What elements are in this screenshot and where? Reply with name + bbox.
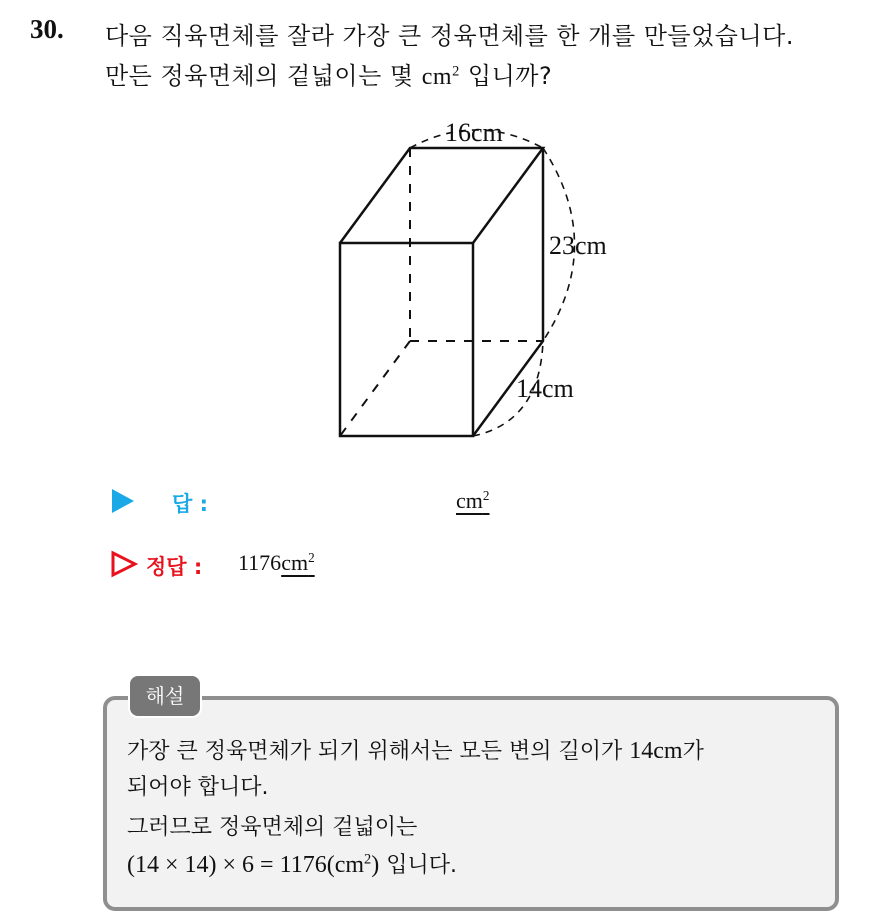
explanation-line3: 그러므로 정육면체의 겉넓이는	[127, 815, 418, 840]
explanation-tag: 해설	[128, 674, 202, 718]
cuboid-front-face	[340, 243, 473, 436]
question-text-line1: 다음 직육면체를 잘라 가장 큰 정육면체를 한 개를 만들었습니다.	[105, 22, 794, 50]
hidden-edge-depth	[340, 341, 410, 436]
explanation-formula: $(14 \times 14) \times 6 = 1176(cm^2)$	[127, 851, 380, 878]
play-triangle-icon	[112, 489, 134, 513]
correct-answer-label: 정답 :	[146, 555, 203, 579]
question-number: 30.	[30, 14, 64, 44]
label-depth: 14cm	[516, 374, 574, 403]
answer-label: 답 :	[172, 492, 208, 516]
question-line2-pre: 만든 정육면체의 겉넓이는 몇	[105, 62, 414, 90]
label-width: 16cm	[445, 118, 503, 147]
explanation-line1: 가장 큰 정육면체가 되기 위해서는 모든 변의 길이가 14cm가	[127, 738, 704, 764]
answer-blank-unit: $cm^2$	[456, 488, 490, 513]
cuboid-top-face	[340, 148, 543, 243]
outline-triangle-icon	[110, 550, 138, 578]
question-unit: $cm^2$	[421, 63, 460, 90]
explanation-side-length: 14cm	[629, 738, 683, 764]
explanation-line4: $(14 \times 14) \times 6 = 1176(cm^2)$ 입니다.	[127, 851, 457, 878]
question-line2-post: 입니까?	[467, 62, 553, 90]
explanation-line2: 되어야 합니다.	[127, 775, 269, 800]
correct-answer-value: $1176cm^2$	[238, 550, 315, 575]
label-height: 23cm	[549, 231, 607, 260]
